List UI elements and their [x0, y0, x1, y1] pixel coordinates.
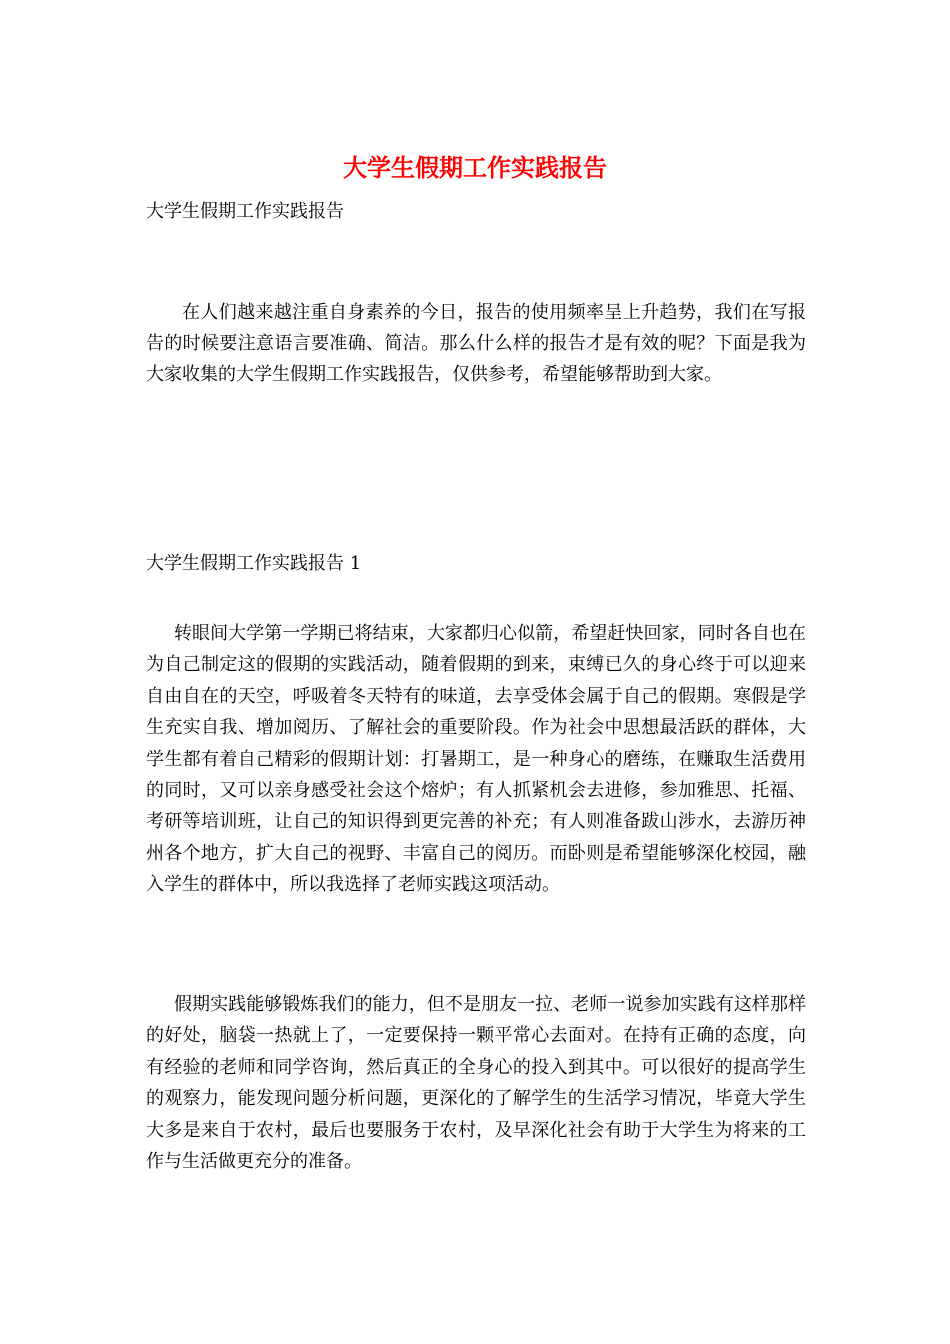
section-heading: 大学生假期工作实践报告 1 [146, 553, 362, 574]
body-paragraph-2: 假期实践能够锻炼我们的能力，但不是朋友一拉、老师一说参加实践有这样那样的好处，脑袋一热就上了，一定要保持一颗平常心去面对。在持有正确的态度，向有经验的老师和同学咨询，然后真正的全身心的投入到其中。可以很好的提高学生的观察力，能发现问题分析问题，更深化的了解学生的生活学习情况，毕竟大学生大多是来自于农村，最后也要服务于农村，及早深化社会有助于大学生为将来的工作与生活做更充分的准备。 [146, 994, 806, 1173]
document-subtitle: 大学生假期工作实践报告 [146, 201, 344, 222]
body-paragraph-1: 转眼间大学第一学期已将结束，大家都归心似箭，希望赶快回家，同时各自也在为自己制定这的假期的实践活动，随着假期的到来，束缚已久的身心终于可以迎来自由自在的天空，呼吸着冬天特有的味道，去享受体会属于自己的假期。寒假是学生充实自我、增加阅历、了解社会的重要阶段。作为社会中思想最活跃的群体，大学生都有着自己精彩的假期计划：打暑期工，是一种身心的磨练，在赚取生活费用的同时，又可以亲身感受社会这个熔炉；有人抓紧机会去进修，参加雅思、托福、考研等培训班，让自己的知识得到更完善的补充；有人则准备跋山涉水，去游历神州各个地方，扩大自己的视野、丰富自己的阅历。而卧则是希望能够深化校园，融入学生的群体中，所以我选择了老师实践这项活动。 [146, 623, 806, 896]
document-title: 大学生假期工作实践报告 [343, 153, 607, 182]
intro-paragraph: 在人们越来越注重自身素养的今日，报告的使用频率呈上升趋势，我们在写报告的时候要注意语言要准确、简洁。那么什么样的报告才是有效的呢？下面是我为大家收集的大学生假期工作实践报告，仅供参考，希望能够帮助到大家。 [146, 302, 806, 385]
